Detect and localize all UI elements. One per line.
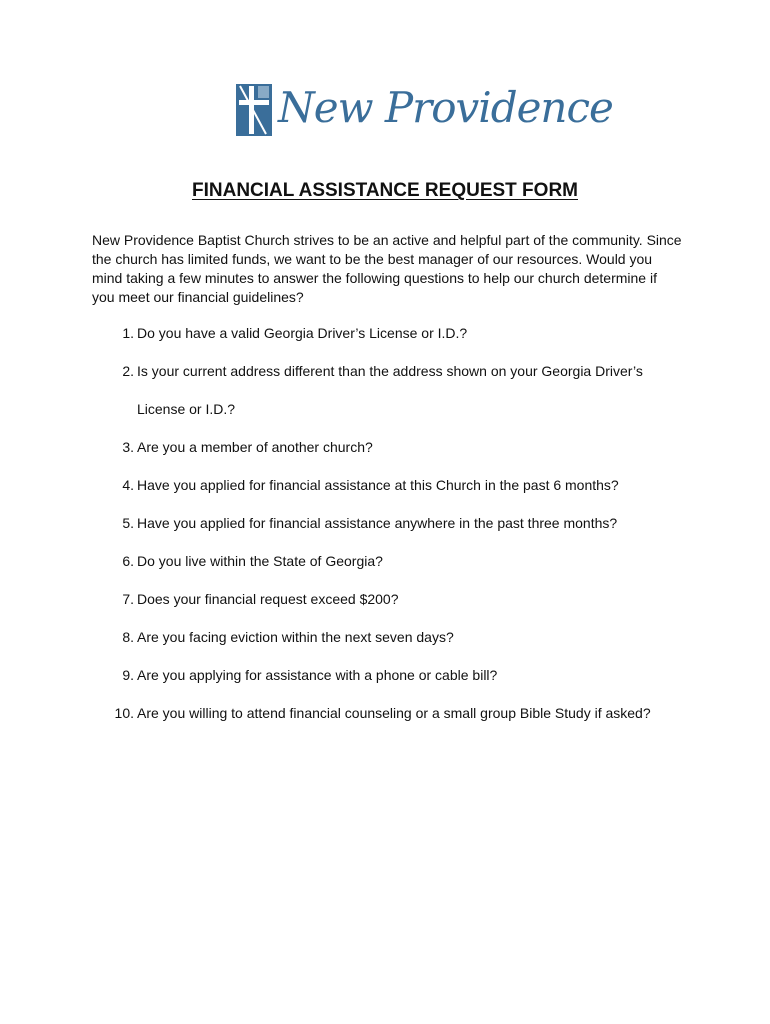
question-text: Is your current address different than the address shown on your Georgia Driver’s [137, 363, 643, 379]
question-number: 6. [122, 553, 134, 569]
question-text-continued: License or I.D.? [137, 401, 236, 417]
question-text: Have you applied for financial assistance at this Church in the past 6 months? [137, 477, 619, 493]
question-number: 10. [114, 705, 134, 721]
church-logo [236, 82, 613, 138]
question-number: 8. [122, 629, 134, 645]
question-text: Do you have a valid Georgia Driver’s License or I.D.? [137, 325, 468, 341]
question-number: 9. [122, 667, 134, 683]
question-number: 4. [122, 477, 134, 493]
question-text: Are you a member of another church? [137, 439, 373, 455]
intro-paragraph: New Providence Baptist Church strives to be an active and helpful part of the community. Since the church has limited funds, we want to be the best manager of our resources. Would you mind taking a few minutes to answer the following questions to help our church determine if you meet our financial guidelines? [92, 232, 682, 305]
question-text: Do you live within the State of Georgia? [137, 553, 383, 569]
question-number: 7. [122, 591, 134, 607]
question-number: 1. [122, 325, 134, 341]
question-number: 3. [122, 439, 134, 455]
question-text: Are you willing to attend financial counseling or a small group Bible Study if asked? [137, 705, 651, 721]
question-number: 5. [122, 515, 134, 531]
form-title: FINANCIAL ASSISTANCE REQUEST FORM [192, 180, 578, 201]
question-text: Does your financial request exceed $200? [137, 591, 399, 607]
question-number: 2. [122, 363, 134, 379]
cross-icon [236, 84, 272, 136]
question-text: Are you applying for assistance with a phone or cable bill? [137, 667, 498, 683]
question-text: Are you facing eviction within the next seven days? [137, 629, 454, 645]
logo-text: New Providence [278, 83, 613, 132]
question-text: Have you applied for financial assistance anywhere in the past three months? [137, 515, 618, 531]
